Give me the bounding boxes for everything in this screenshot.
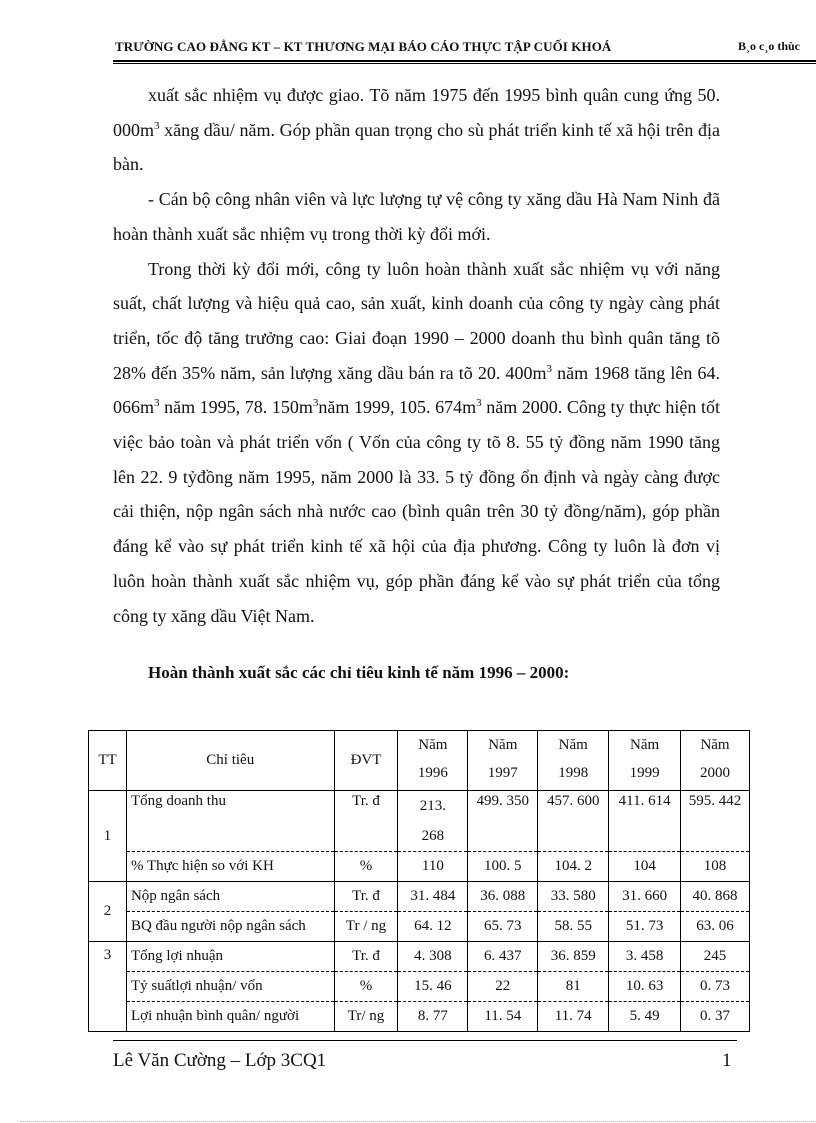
row-unit: Tr. đ: [334, 942, 398, 972]
footer-rule: [113, 1040, 737, 1041]
cell-2000: 40. 868: [681, 882, 750, 912]
cell-1998: 104. 2: [538, 852, 609, 882]
cell-1997: 36. 088: [468, 882, 538, 912]
header-year-1999: [609, 731, 681, 791]
header-year-1996: [398, 731, 468, 791]
year-label: Năm: [558, 737, 588, 753]
year-label: Năm: [418, 737, 448, 753]
row-name: BQ đầu người nộp ngân sách: [126, 912, 334, 942]
row-name: Lợi nhuận bình quân/ người: [126, 1002, 334, 1032]
cell-1998: 11. 74: [538, 1002, 609, 1032]
table-row: [89, 1002, 750, 1032]
row-unit: Tr / ng: [334, 912, 398, 942]
value-part: 213.: [419, 798, 447, 814]
header-rule: [113, 60, 816, 62]
paragraph-3: [113, 252, 720, 634]
header-year-1997: [468, 731, 538, 791]
row-name: Tổng doanh thu: [126, 791, 334, 852]
row-unit: %: [334, 972, 398, 1002]
cell-1996: [398, 791, 468, 852]
row-unit: %: [334, 852, 398, 882]
group-number-3: 3: [89, 942, 127, 1032]
cell-1998: 33. 580: [538, 882, 609, 912]
year-label: Năm: [630, 737, 660, 753]
table-title: Hoàn thành xuất sắc các chỉ tiêu kinh tế năm 1996 – 2000:: [148, 663, 570, 682]
page-number: 1: [722, 1050, 732, 1071]
cell-2000: 0. 37: [681, 1002, 750, 1032]
row-name: Tỷ suấtlợi nhuận/ vốn: [126, 972, 334, 1002]
cell-2000: 0. 73: [681, 972, 750, 1002]
paragraph-2: - Cán bộ công nhân viên và lực lượng tự vệ công ty xăng dầu Hà Nam Ninh đã hoàn thành xuất sắc nhiệm vụ trong thời kỳ đổi mới.: [113, 189, 720, 244]
cell-1998: 457. 600: [538, 791, 609, 852]
year-value: 1999: [629, 765, 660, 781]
cell-1999: 31. 660: [609, 882, 681, 912]
paragraph-1: [113, 78, 720, 182]
row-name: % Thực hiện so với KH: [126, 852, 334, 882]
p3-text-a: Trong thời kỳ đổi mới, công ty luôn hoàn thành xuất sắc nhiệm vụ với năng suất, chất lượng và hiệu quả cao, sản xuất, kinh doanh của công ty ngày càng phát triển, tốc độ tăng trưởng cao: Giai đoạn 1990 – 2000 doanh thu bình quân tăng tõ 28% đến 35% năm, sản lượng xăng dầu bán ra tõ 20. 400m: [113, 258, 720, 383]
year-value: 1996: [417, 765, 448, 781]
cell-1997: 65. 73: [468, 912, 538, 942]
header-rule-thin: [113, 63, 816, 64]
table-row: [89, 972, 750, 1002]
cell-1999: 104: [609, 852, 681, 882]
cell-1996: 8. 77: [398, 1002, 468, 1032]
table-header-row: [89, 731, 750, 791]
cell-2000: 108: [681, 852, 750, 882]
table-row: [89, 942, 750, 972]
cell-1997: 6. 437: [468, 942, 538, 972]
cell-2000: 595. 442: [681, 791, 750, 852]
p1-text-b: xăng dầu/ năm. Góp phần quan trọng cho sù phát triển kinh tế xã hội trên địa bàn.: [113, 119, 720, 175]
footer-author: Lê Văn Cường – Lớp 3CQ1: [113, 1050, 327, 1071]
cell-1996: 64. 12: [398, 912, 468, 942]
table-row: [89, 852, 750, 882]
p3-text-c: năm 1995, 78. 150m: [159, 397, 313, 418]
row-name: Tổng lợi nhuận: [126, 942, 334, 972]
group-number-1: 1: [89, 791, 127, 882]
table-row: [89, 912, 750, 942]
page-header-title: TRƯỜNG CAO ĐẲNG KT – KT THƯƠNG MẠI BÁO CÁO THỰC TẬP CUỐI KHOÁ: [115, 39, 612, 54]
value-part: 268: [421, 828, 445, 844]
row-unit: Tr. đ: [334, 882, 398, 912]
cell-1999: 3. 458: [609, 942, 681, 972]
cell-2000: 63. 06: [681, 912, 750, 942]
cell-1997: 499. 350: [468, 791, 538, 852]
cell-1998: 81: [538, 972, 609, 1002]
cell-1999: 5. 49: [609, 1002, 681, 1032]
p3-sup-2: 3: [154, 397, 160, 410]
cell-1996: 4. 308: [398, 942, 468, 972]
page-edge-rule: [20, 1121, 816, 1122]
p1-sup: 3: [154, 119, 160, 132]
cell-1996: 110: [398, 852, 468, 882]
header-year-2000: [681, 731, 750, 791]
p1-text-a: xuất sắc nhiệm vụ được giao. Tõ năm 1975 đến 1995 bình quân cung ứng 50. 000m: [113, 85, 720, 140]
cell-1996: 15. 46: [398, 972, 468, 1002]
table-row: [89, 882, 750, 912]
p3-sup-4: 3: [476, 397, 482, 410]
cell-1996: 31. 484: [398, 882, 468, 912]
header-tt: TT: [89, 731, 127, 791]
cell-1999: 10. 63: [609, 972, 681, 1002]
p3-text-e: năm 2000. Công ty thực hiện tốt việc bảo toàn và phát triển vốn ( Vốn của công ty tõ 8. 55 tỷ đồng năm 1990 tăng lên 22. 9 tỷđồng năm 1995, năm 2000 là 33. 5 tỷ đồng ổn định và ngày càng được cải thiện, nộp ngân sách nhà nước cao (bình quân trên 30 tỷ đồng/năm), góp phần đáng kể vào sự phát triển kinh tế xã hội của địa phương. Công ty luôn là đơn vị luôn hoàn thành xuất sắc nhiệm vụ, góp phần đáng kể vào sự phát triển của tổng công ty xăng dầu Việt Nam.: [113, 397, 720, 626]
p3-text-d: năm 1999, 105. 674m: [318, 397, 477, 418]
body-text: [113, 78, 720, 633]
p3-sup-3: 3: [312, 397, 319, 410]
cell-1997: 22: [468, 972, 538, 1002]
year-label: Năm: [700, 737, 730, 753]
cell-1998: 36. 859: [538, 942, 609, 972]
cell-1999: 51. 73: [609, 912, 681, 942]
cell-2000: 245: [681, 942, 750, 972]
table-row: [89, 791, 750, 852]
economic-indicators-table: [88, 730, 750, 1032]
group-number-2: 2: [89, 882, 127, 942]
row-unit: Tr/ ng: [334, 1002, 398, 1032]
header-chitieu: Chỉ tiêu: [126, 731, 334, 791]
row-name: Nộp ngân sách: [126, 882, 334, 912]
page-header-right: B¸o c¸o thùc: [738, 39, 800, 53]
row-unit: Tr. đ: [334, 791, 398, 852]
year-label: Năm: [488, 737, 518, 753]
cell-1997: 100. 5: [468, 852, 538, 882]
year-value: 2000: [700, 765, 731, 781]
cell-1998: 58. 55: [538, 912, 609, 942]
p3-text-b: năm 1968 tăng lên 64. 066m: [113, 362, 720, 418]
p3-sup-1: 3: [546, 362, 552, 375]
header-year-1998: [538, 731, 609, 791]
cell-1997: 11. 54: [468, 1002, 538, 1032]
year-value: 1998: [558, 765, 589, 781]
year-value: 1997: [487, 765, 518, 781]
cell-1999: 411. 614: [609, 791, 681, 852]
header-dvt: ĐVT: [334, 731, 398, 791]
